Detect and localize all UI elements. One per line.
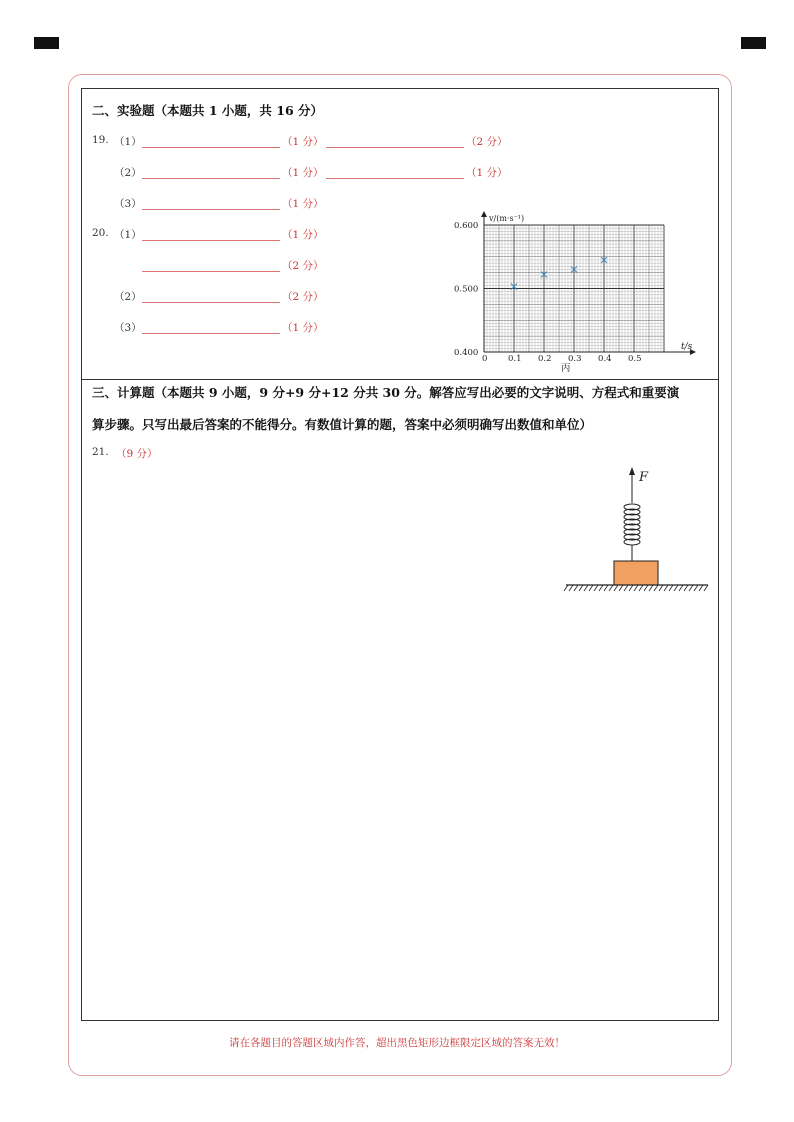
force-label: F [639, 470, 649, 485]
q19-part1-points-2: （2 分） [466, 136, 508, 148]
q21-row [92, 446, 212, 462]
q20-part3-label: （3） [114, 322, 142, 334]
q19-part1-row [92, 134, 512, 150]
q20-part1-blank[interactable] [142, 240, 280, 241]
x-tick-label: 0.5 [628, 354, 642, 364]
q20-part3-row [92, 320, 332, 336]
q19-part3-label: （3） [114, 198, 142, 210]
graph-x-axis-label: t/s [681, 342, 693, 352]
q20-number: 20. [92, 227, 109, 239]
section-2-title: 二、实验题（本题共 1 小题，共 16 分） [92, 103, 324, 118]
q19-part2-points-2: （1 分） [466, 167, 508, 179]
q20-part3-points: （1 分） [282, 322, 324, 334]
block [614, 561, 658, 585]
section-3-title-line-1: 三、计算题（本题共 9 小题，9 分+9 分+12 分共 30 分。解答应写出必要的文字说明、方程式和重要演 [92, 385, 680, 400]
section-3-title-line-2: 算步骤。只写出最后答案的不能得分。有数值计算的题，答案中必须明确写出数值和单位） [92, 417, 593, 432]
q19-part1-blank-2[interactable] [326, 147, 464, 148]
q19-part1-points-1: （1 分） [282, 136, 324, 148]
y-tick-label: 0.500 [454, 284, 479, 295]
q20-part2-label: （2） [114, 291, 142, 303]
q20-part2-points: （2 分） [282, 291, 324, 303]
section-divider [82, 379, 718, 380]
graph-y-axis-label: v/(m·s⁻¹) [489, 214, 525, 223]
q19-part2-points-1: （1 分） [282, 167, 324, 179]
corner-alignment-mark-right [741, 37, 766, 49]
answer-area-box [81, 88, 719, 1021]
q20-part1b-row [92, 258, 332, 274]
x-tick-label: 0.3 [568, 354, 582, 364]
spring-icon [624, 504, 640, 561]
q20-part3-blank[interactable] [142, 333, 280, 334]
corner-alignment-mark-left [34, 37, 59, 49]
velocity-time-graph [442, 209, 702, 379]
q20-part1b-blank[interactable] [142, 271, 280, 272]
ground-hatching [564, 585, 708, 591]
q19-part3-points: （1 分） [282, 198, 324, 210]
q19-part3-row [92, 196, 332, 212]
graph-grid [484, 225, 664, 352]
force-arrow-head [629, 467, 635, 475]
graph-caption: 丙 [561, 363, 571, 374]
q19-part2-label: （2） [114, 167, 142, 179]
q19-part3-blank[interactable] [142, 209, 280, 210]
graph-origin-label: 0 [482, 354, 488, 364]
footer-note: 请在各题目的答题区域内作答，超出黑色矩形边框限定区域的答案无效！ [229, 1037, 565, 1049]
q20-part2-row [92, 289, 332, 305]
q20-part1-row [92, 227, 332, 243]
q19-part1-label: （1） [114, 136, 142, 148]
x-tick-label: 0.1 [508, 354, 522, 364]
x-tick-label: 0.4 [598, 354, 612, 364]
q21-number: 21. [92, 446, 109, 458]
q19-part2-row [92, 165, 512, 181]
q20-part1-label: （1） [114, 229, 142, 241]
q20-part2-blank[interactable] [142, 302, 280, 303]
q19-part1-blank-1[interactable] [142, 147, 280, 148]
q19-part2-blank-1[interactable] [142, 178, 280, 179]
q21-points: （9 分） [116, 448, 158, 460]
q19-number: 19. [92, 134, 109, 146]
y-tick-label: 0.400 [454, 348, 479, 358]
q20-part1-points: （1 分） [282, 229, 324, 241]
spring-block-figure [562, 461, 712, 596]
y-tick-label: 0.600 [454, 221, 479, 231]
q20-part1b-points: （2 分） [282, 260, 324, 272]
q19-part2-blank-2[interactable] [326, 178, 464, 179]
x-tick-label: 0.2 [538, 354, 552, 364]
